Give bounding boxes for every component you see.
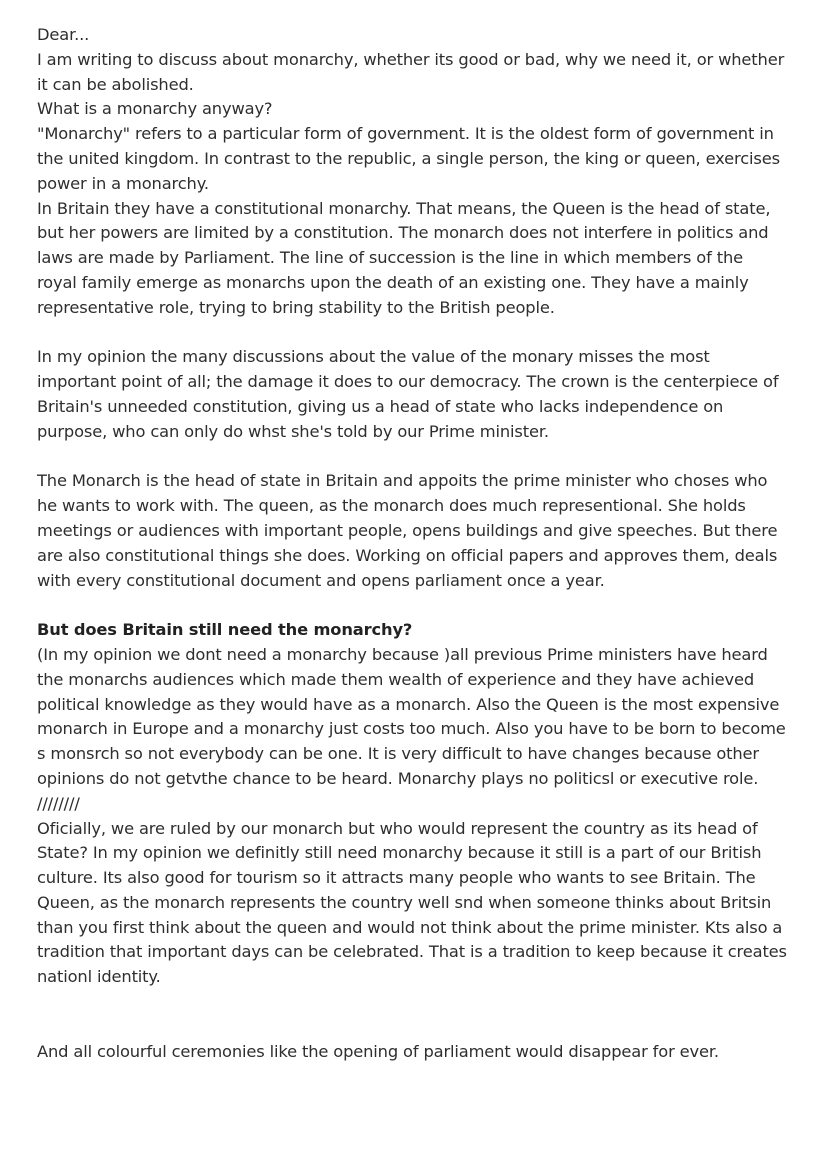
against-line-6: opinions do not getvthe chance to be heard. Monarchy plays no politicsl or executive role.: [37, 768, 759, 788]
paragraph-gap: [37, 445, 797, 470]
against-line-4: monarch in Europe and a monarchy just costs too much. Also you have to be born to become: [37, 719, 786, 739]
for-line-6: tradition that important days can be celebrated. That is a tradition to keep because it creates: [37, 942, 787, 962]
against-line-2: the monarchs audiences which made them wealth of experience and they have achieved: [37, 669, 755, 689]
role-line-3: meetings or audiences with important people, opens buildings and give speeches. But there: [37, 520, 778, 540]
definition-line-2: the united kingdom. In contrast to the republic, a single person, the king or queen, exercises: [37, 148, 780, 168]
against-line-3: political knowledge as they would have as a monarch. Also the Queen is the most expensive: [37, 694, 780, 714]
separator-slashes: ////////: [37, 793, 80, 813]
opinion-line-3: Britain's unneeded constitution, giving us a head of state who lacks independence on: [37, 396, 724, 416]
for-line-4: Queen, as the monarch represents the country well snd when someone thinks about Britsin: [37, 892, 772, 912]
role-line-1: The Monarch is the head of state in Britain and appoits the prime minister who choses who: [37, 471, 768, 491]
letter-document: [37, 23, 797, 1064]
for-line-3: culture. Its also good for tourism so it attracts many people who wants to see Britain. The: [37, 868, 756, 888]
paragraph-gap: [37, 593, 797, 618]
question-line: What is a monarchy anyway?: [37, 99, 273, 119]
britain-line-2: but her powers are limited by a constitution. The monarch does not interfere in politics and: [37, 223, 769, 243]
opinion-line-1: In my opinion the many discussions about the value of the monary misses the most: [37, 347, 710, 367]
role-line-4: are also constitutional things she does. Working on official papers and approves them, deals: [37, 545, 778, 565]
britain-line-4: royal family emerge as monarchs upon the death of an existing one. They have a mainly: [37, 272, 749, 292]
paragraph-gap: [37, 1015, 797, 1040]
britain-line-5: representative role, trying to bring stability to the British people.: [37, 297, 555, 317]
opinion-line-2: important point of all; the damage it does to our democracy. The crown is the centerpiece of: [37, 372, 779, 392]
for-line-7: nationl identity.: [37, 967, 161, 987]
intro-line-1: I am writing to discuss about monarchy, whether its good or bad, why we need it, or whether: [37, 49, 785, 69]
for-line-5: than you first think about the queen and would not think about the prime minister. Kts also a: [37, 917, 783, 937]
for-line-1: Oficially, we are ruled by our monarch but who would represent the country as its head of: [37, 818, 758, 838]
opinion-line-4: purpose, who can only do whst she's told by our Prime minister.: [37, 421, 549, 441]
salutation: Dear...: [37, 25, 90, 44]
definition-line-1: "Monarchy" refers to a particular form of government. It is the oldest form of government in: [37, 124, 774, 144]
against-line-5: s monsrch so not everybody can be one. It is very difficult to have changes because other: [37, 744, 759, 764]
closing-line: And all colourful ceremonies like the opening of parliament would disappear for ever.: [37, 1041, 719, 1061]
definition-line-3: power in a monarchy.: [37, 173, 209, 193]
britain-line-3: laws are made by Parliament. The line of succession is the line in which members of the: [37, 248, 743, 268]
section-heading: But does Britain still need the monarchy?: [37, 620, 413, 640]
for-line-2: State? In my opinion we definitly still need monarchy because it still is a part of our British: [37, 843, 762, 863]
intro-line-2: it can be abolished.: [37, 74, 194, 94]
role-line-5: with every constitutional document and opens parliament once a year.: [37, 570, 605, 590]
paragraph-gap: [37, 990, 797, 1015]
against-line-1: (In my opinion we dont need a monarchy because )all previous Prime ministers have heard: [37, 644, 768, 664]
britain-line-1: In Britain they have a constitutional monarchy. That means, the Queen is the head of state,: [37, 198, 771, 218]
paragraph-gap: [37, 321, 797, 346]
role-line-2: he wants to work with. The queen, as the monarch does much representional. She holds: [37, 496, 746, 516]
